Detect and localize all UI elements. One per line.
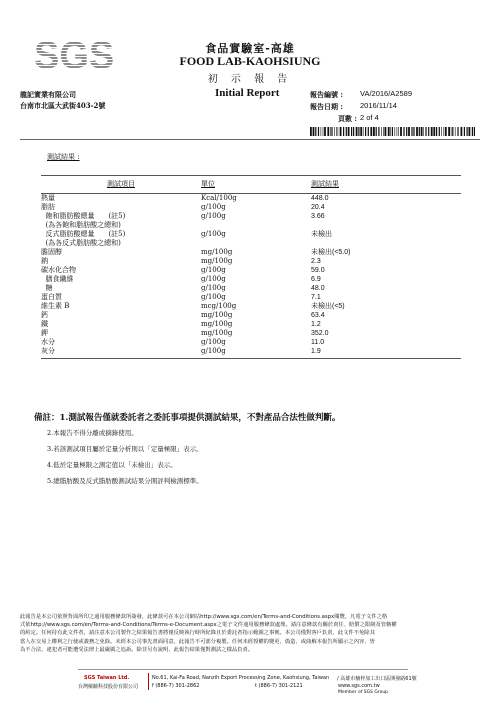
footer-website: www.sgs.com.tw	[338, 683, 380, 689]
row-item: 糖	[41, 284, 53, 292]
row-item: 鉀	[41, 329, 48, 337]
row-item: 維生素 B	[41, 302, 70, 310]
table-row	[41, 302, 461, 311]
table-row	[41, 338, 461, 347]
results-table	[41, 175, 461, 359]
row-item: 鈣	[41, 311, 48, 319]
page-label: 頁數 :	[338, 114, 358, 123]
row-unit: g/100g	[201, 212, 226, 220]
table-row	[41, 266, 461, 275]
row-result: 48.0	[311, 285, 325, 292]
row-unit: g/100g	[201, 203, 226, 211]
row-result	[311, 239, 461, 248]
note-5: 5.總脂肪酸及反式脂肪酸測試結果分開評判檢測標準。	[47, 477, 203, 485]
report-title-cn: 初 示 報 告	[207, 74, 293, 85]
table-row	[41, 293, 461, 302]
disclaimer-line: 此報告是本公司依照背面所印之通用服務條款所簽發，此條款可在本公司網站http://www.sgs.com/en/Terms-and-Conditions.aspx閱覽，凡電子文件之格	[20, 614, 388, 620]
footer-address-cn: / 高雄市楠梓加工出口區開發路61號	[337, 676, 417, 682]
row-result: 20.4	[311, 204, 325, 211]
table-row	[41, 230, 461, 239]
row-item: 鈉	[41, 257, 48, 265]
header-result: 測試結果	[311, 176, 461, 194]
row-unit: g/100g	[201, 347, 311, 359]
row-result: 352.0	[311, 330, 329, 337]
row-item: 飽和脂肪酸總量 (註5)	[41, 212, 126, 220]
disclaimer-line: 為不合法，違犯者可能遭受法律上最嚴厲之追訴。除非另有說明，此報告結果僅對測試之樣品負責。	[20, 646, 254, 653]
row-result: 未檢出(<5.0)	[311, 249, 351, 256]
row-item: 脂肪	[41, 203, 55, 211]
note-1: 備註：1.測試報告僅就委託者之委託事項提供測試結果，不對產品合法性做判斷。	[34, 413, 341, 423]
row-result: 未檢出	[311, 231, 332, 238]
row-item: (為各飽和脂肪酸之總和)	[41, 221, 121, 229]
row-item: 熱量	[41, 194, 55, 202]
row-item: 鐵	[41, 320, 48, 328]
report-title-en: Initial Report	[215, 87, 280, 99]
table-row	[41, 248, 461, 257]
client-name: 龍記實業有限公司	[20, 90, 76, 99]
footer-member: Member of SGS Group	[338, 690, 389, 695]
header-unit: 單位	[201, 176, 311, 194]
row-unit: mcg/100g	[201, 302, 237, 310]
page-value: 2 of 4	[360, 113, 379, 122]
table-row	[41, 311, 461, 320]
table-row	[41, 212, 461, 221]
row-unit: mg/100g	[201, 320, 233, 328]
table-row	[41, 257, 461, 266]
disclaimer	[20, 613, 482, 654]
report-date-label: 報告日期 :	[310, 102, 344, 111]
row-item: 膳食纖維	[41, 275, 74, 283]
footer-separator	[148, 673, 149, 690]
table-row	[41, 320, 461, 329]
row-item: 灰分	[41, 347, 201, 359]
disclaimer-line: 當人在交易上權利之行使或義務之免除。未經本公司事先書面同意，此報告不可部分複製。任何未經授權的變更、偽造、或曲解本報告所顯示之內容，皆	[20, 638, 375, 645]
row-unit: g/100g	[201, 266, 226, 274]
disclaimer-line: 式依http://www.sgs.com/en/Terms-and-Conditions/Terms-e-Document.aspx之電子文件通用服務條款處理。請注意條款有關於責任、賠償之限制及管轄權	[20, 622, 397, 629]
row-result: 未檢出(<5)	[311, 303, 345, 310]
row-unit	[201, 221, 311, 230]
table-row	[41, 329, 461, 338]
row-result: 11.0	[311, 339, 325, 346]
row-item: 蛋白質	[41, 293, 62, 301]
row-result: 2.3	[311, 258, 321, 265]
row-item: 碳水化合物	[41, 266, 76, 274]
footer-company: SGS Taiwan Ltd.	[84, 675, 130, 681]
table-row	[41, 194, 461, 204]
footer-address-en: No.61, Kai-Fa Road, Nanzih Export Processing Zone, Kaohsiung, Taiwan	[152, 675, 330, 681]
test-result-label: 測試結果 :	[47, 153, 80, 161]
row-result: 1.9	[311, 347, 461, 359]
row-unit: mg/100g	[201, 311, 233, 319]
row-unit: g/100g	[201, 293, 226, 301]
barcode-image	[310, 127, 478, 136]
row-result: 3.66	[311, 213, 325, 220]
row-unit: g/100g	[201, 230, 226, 238]
row-item: 膽固醇	[41, 248, 62, 256]
row-unit: Kcal/100g	[201, 194, 237, 202]
disclaimer-line: 的約定。任何持有此文件者，請注意本公司製作之結果報告書將僅反映執行時所紀錄且於委託者指示範圍之事實。本公司僅對客戶負責，此文件不免除其	[20, 630, 375, 637]
table-row	[41, 347, 461, 359]
row-unit: mg/100g	[201, 248, 233, 256]
footer-company-cn: 台灣檢驗科技股份有限公司	[78, 684, 139, 690]
row-result: 1.2	[311, 321, 321, 328]
row-unit	[201, 239, 311, 248]
svg-text:SGS: SGS	[34, 36, 115, 72]
row-unit: mg/100g	[201, 329, 233, 337]
row-unit: g/100g	[201, 275, 226, 283]
row-item: 反式脂肪酸總量 (註5)	[41, 230, 126, 238]
table-row	[41, 239, 461, 248]
footer-fax: f (886-7) 301-2862	[152, 683, 200, 689]
report-number-value: VA/2016/A2589	[360, 89, 412, 98]
footer-divider	[78, 669, 408, 670]
table-row	[41, 275, 461, 284]
row-result: 448.0	[311, 195, 329, 202]
row-item: 水分	[41, 338, 55, 346]
footer-tel: t (886-7) 301-2121	[255, 683, 303, 689]
row-result: 63.4	[311, 312, 325, 319]
table-row	[41, 284, 461, 293]
row-unit: g/100g	[201, 284, 226, 292]
table-header-row	[41, 176, 461, 194]
lab-name-cn: 食品實驗室-高雄	[205, 42, 295, 55]
report-date-value: 2016/11/14	[360, 101, 397, 110]
note-2: 2.本報告不得分離或摘錄使用。	[47, 429, 138, 437]
row-unit: g/100g	[201, 338, 226, 346]
row-result: 59.0	[311, 267, 325, 274]
note-3: 3.若該測試項目屬於定量分析則以「定量極限」表示。	[47, 445, 203, 453]
row-result: 7.1	[311, 294, 321, 301]
row-unit: mg/100g	[201, 257, 233, 265]
row-result: 6.9	[311, 276, 321, 283]
header-test-item: 測試項目	[41, 176, 201, 194]
row-item: (為各反式脂肪酸之總和)	[41, 239, 121, 247]
table-row	[41, 221, 461, 230]
table-row	[41, 203, 461, 212]
client-address: 台南市北區大武街403-2號	[20, 101, 106, 110]
report-number-label: 報告編號 :	[310, 90, 344, 99]
row-result	[311, 221, 461, 230]
header-divider	[20, 139, 480, 140]
lab-name-en: FOOD LAB-KAOHSIUNG	[179, 54, 321, 68]
note-4: 4.低於定量極限之測定值以「未檢出」表示。	[47, 461, 177, 469]
